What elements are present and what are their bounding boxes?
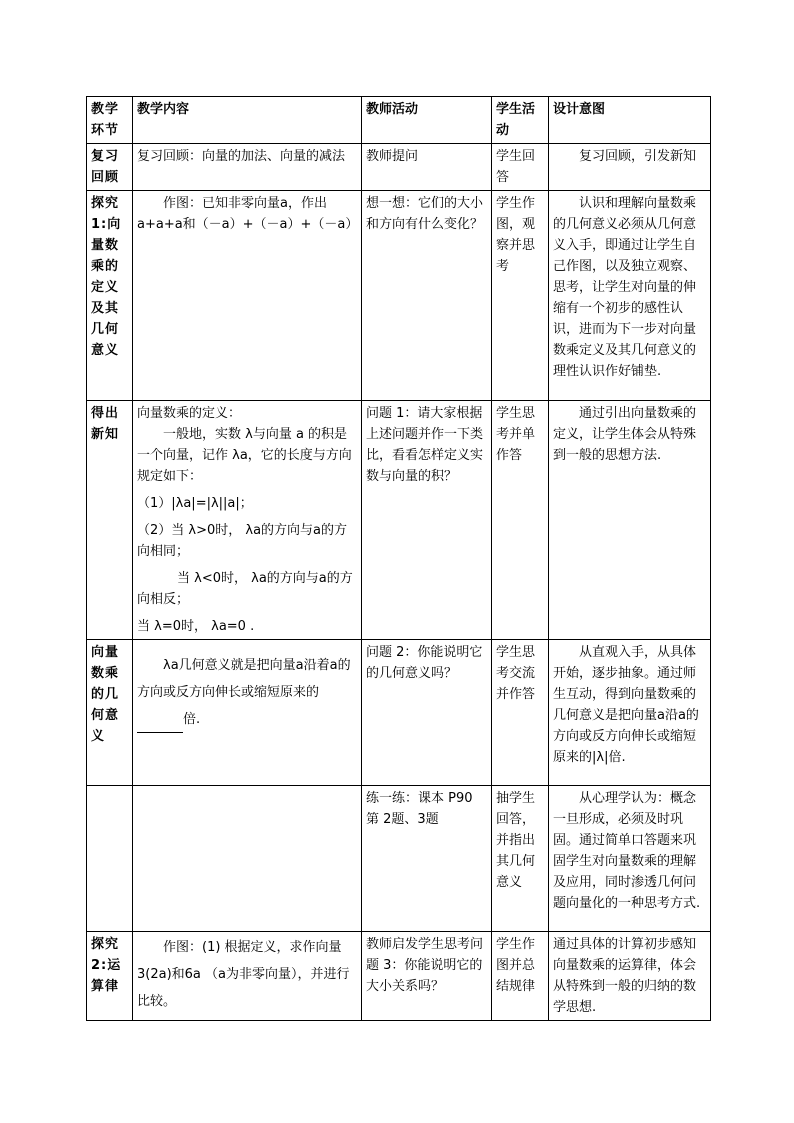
intent-cell: 从直观入手，从具体开始，逐步抽象。通过师生互动，得到向量数乘的几何意义是把向量a沿a的方向或反方向伸长或缩短原来的|λ|倍.: [549, 640, 711, 786]
intent-cell: 认识和理解向量数乘的几何意义必须从几何意义入手，即通过让学生自己作图，以及独立观察、思考，让学生对向量的伸缩有一个初步的感性认识，进而为下一步对向量数乘定义及其几何意义的理性认识作好铺垫.: [549, 191, 711, 401]
intent-cell: 复习回顾，引发新知: [549, 144, 711, 191]
stage-cell: 探究1:向量数乘的定义及其几何意义: [87, 191, 133, 401]
intent-cell: 从心理学认为：概念一旦形成，必须及时巩固。通过简单口答题来巩固学生对向量数乘的理解及应用，同时渗透几何问题向量化的一种思考方式.: [549, 786, 711, 932]
content-cell: [133, 786, 362, 932]
answer-blank: [137, 718, 183, 733]
content-line: 当 λ<0时， λa的方向与a的方向相反；: [137, 571, 353, 607]
header-row: [87, 97, 711, 144]
header-student: 学生活动: [492, 97, 549, 144]
student-cell: 学生作图并总结规律: [492, 932, 549, 1021]
intent-cell: 通过具体的计算初步感知向量数乘的运算律，体会从特殊到一般的归纳的数学思想.: [549, 932, 711, 1021]
stage-cell: 向量数乘的几何意义: [87, 640, 133, 786]
stage-cell: 复习回顾: [87, 144, 133, 191]
content-line: λa几何意义就是把向量a沿着a的方向或反方向伸长或缩短原来的: [137, 658, 351, 700]
student-cell: 学生思考并单作答: [492, 401, 549, 640]
stage-cell: 探究2:运算律: [87, 932, 133, 1021]
stage-cell: 得出新知: [87, 401, 133, 640]
teacher-cell: 教师启发学生思考问题 3：你能说明它的大小关系吗？: [362, 932, 492, 1021]
student-cell: 学生作图，观察并思考: [492, 191, 549, 401]
lesson-plan-table: [86, 96, 711, 1021]
teacher-cell: 教师提问: [362, 144, 492, 191]
content-line: 作图：(1) 根据定义，求作向量3(2a)和6a （a为非零向量），并进行比较。: [137, 940, 350, 1009]
header-content: 教学内容: [133, 97, 362, 144]
table-row: [87, 786, 711, 932]
teacher-cell: 练一练：课本 P90 第 2题、3题: [362, 786, 492, 932]
content-line: （1）|λa|=|λ||a|；: [137, 496, 253, 511]
content-line: 倍.: [183, 712, 201, 727]
content-line: （2）当 λ>0时， λa的方向与a的方向相同；: [137, 523, 348, 559]
content-cell: [133, 640, 362, 786]
student-cell: 学生思考交流并作答: [492, 640, 549, 786]
table-row: [87, 401, 711, 640]
student-cell: 学生回答: [492, 144, 549, 191]
teacher-cell: 想一想：它们的大小和方向有什么变化？: [362, 191, 492, 401]
table-row: [87, 640, 711, 786]
header-teacher: 教师活动: [362, 97, 492, 144]
table-row: [87, 932, 711, 1021]
table-row: [87, 144, 711, 191]
content-cell: [133, 401, 362, 640]
content-cell: [133, 191, 362, 401]
student-cell: 抽学生回答，并指出其几何意义: [492, 786, 549, 932]
intent-cell: 通过引出向量数乘的定义，让学生体会从特殊到一般的思想方法.: [549, 401, 711, 640]
header-intent: 设计意图: [549, 97, 711, 144]
table-row: [87, 191, 711, 401]
content-line: 作图：已知非零向量a，作出a+a+a和（－a）+（－a）+（－a）: [137, 196, 359, 232]
content-cell: [133, 932, 362, 1021]
teacher-cell: 问题 1：请大家根据上述问题并作一下类比，看看怎样定义实数与向量的积？: [362, 401, 492, 640]
header-stage: 教学环节: [87, 97, 133, 144]
content-line: 一般地，实数 λ与向量 a 的积是一个向量，记作 λa，它的长度与方向规定如下：: [137, 427, 352, 484]
teacher-cell: 问题 2：你能说明它的几何意义吗？: [362, 640, 492, 786]
content-line: 向量数乘的定义：: [137, 406, 242, 421]
content-line: 当 λ=0时， λa=0 .: [137, 619, 255, 634]
stage-cell: [87, 786, 133, 932]
content-line: 复习回顾：向量的加法、向量的减法: [137, 149, 346, 164]
content-cell: [133, 144, 362, 191]
